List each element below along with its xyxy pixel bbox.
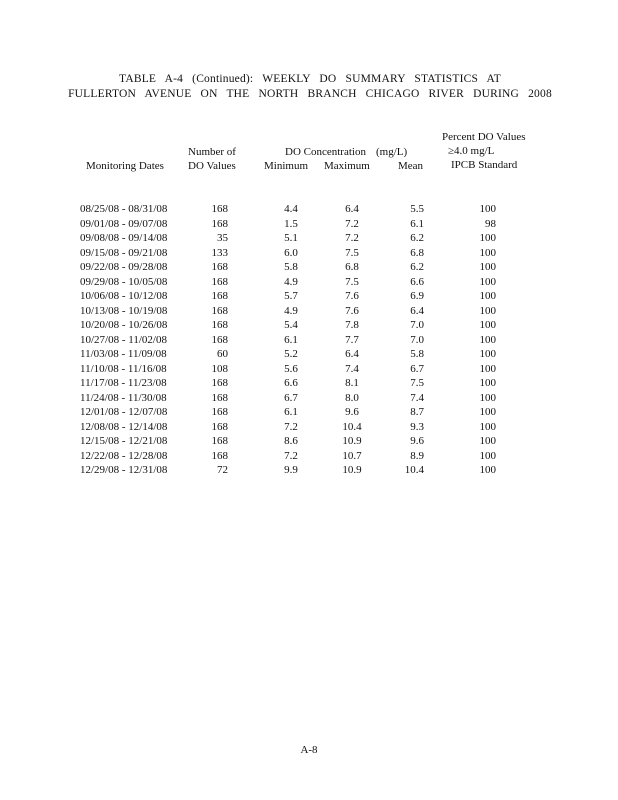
table-title-line-2: FULLERTON AVENUE ON THE NORTH BRANCH CHICAGO RIVER DURING 2008 xyxy=(68,88,552,100)
do-minimum-cell: 9.9 xyxy=(284,464,298,476)
do-maximum-cell: 7.6 xyxy=(345,290,359,302)
header-ge-4-mgl: ≥4.0 mg/L xyxy=(448,145,495,157)
table-row xyxy=(0,392,618,407)
do-mean-cell: 6.6 xyxy=(410,275,424,288)
do-minimum-cell: 7.2 xyxy=(284,449,298,462)
do-maximum-cell: 7.5 xyxy=(345,275,359,288)
do-mean-cell: 8.7 xyxy=(410,406,424,418)
number-of-do-values-cell: 133 xyxy=(211,246,228,259)
header-mean: Mean xyxy=(398,160,424,172)
do-minimum-cell: 5.7 xyxy=(284,290,298,302)
table-row xyxy=(0,261,618,276)
monitoring-dates-cell: 12/08/08 - 12/14/08 xyxy=(80,420,168,433)
do-maximum-cell: 7.2 xyxy=(345,217,359,230)
do-maximum-cell: 8.1 xyxy=(345,377,359,389)
do-maximum-cell: 8.0 xyxy=(345,391,359,404)
table-row xyxy=(0,218,618,233)
do-minimum-cell: 6.7 xyxy=(284,391,298,404)
do-minimum-cell: 8.6 xyxy=(284,435,298,447)
number-of-do-values-cell: 168 xyxy=(211,217,228,230)
do-mean-cell: 6.1 xyxy=(410,217,424,230)
percent-do-values-cell: 100 xyxy=(479,333,496,346)
percent-do-values-cell: 100 xyxy=(479,232,496,244)
number-of-do-values-cell: 168 xyxy=(211,261,228,273)
do-maximum-cell: 7.4 xyxy=(345,362,359,375)
table-row xyxy=(0,334,618,349)
percent-do-values-cell: 100 xyxy=(479,290,496,302)
do-mean-cell: 6.9 xyxy=(410,290,424,302)
percent-do-values-cell: 100 xyxy=(479,391,496,404)
do-minimum-cell: 7.2 xyxy=(284,420,298,433)
table-row xyxy=(0,305,618,320)
percent-do-values-cell: 100 xyxy=(479,261,496,273)
header-maximum: Maximum xyxy=(324,160,370,172)
header-mgl: (mg/L) xyxy=(376,146,408,158)
percent-do-values-cell: 100 xyxy=(479,348,496,360)
do-minimum-cell: 5.6 xyxy=(284,362,298,375)
monitoring-dates-cell: 09/15/08 - 09/21/08 xyxy=(80,246,168,259)
do-mean-cell: 7.0 xyxy=(410,319,424,331)
header-percent-do-values: Percent DO Values xyxy=(442,131,526,143)
number-of-do-values-cell: 168 xyxy=(211,391,228,404)
do-maximum-cell: 9.6 xyxy=(345,406,359,418)
number-of-do-values-cell: 168 xyxy=(211,333,228,346)
number-of-do-values-cell: 168 xyxy=(211,304,228,317)
do-mean-cell: 10.4 xyxy=(404,464,424,476)
monitoring-dates-cell: 12/29/08 - 12/31/08 xyxy=(80,464,168,476)
number-of-do-values-cell: 108 xyxy=(211,362,228,375)
data-table-body xyxy=(0,203,618,479)
header-do-concentration: DO Concentration xyxy=(285,146,366,158)
monitoring-dates-cell: 09/01/08 - 09/07/08 xyxy=(80,217,168,230)
number-of-do-values-cell: 168 xyxy=(211,319,228,331)
do-maximum-cell: 6.8 xyxy=(345,261,359,273)
percent-do-values-cell: 100 xyxy=(479,275,496,288)
table-row xyxy=(0,450,618,465)
monitoring-dates-cell: 12/15/08 - 12/21/08 xyxy=(80,435,168,447)
do-maximum-cell: 10.9 xyxy=(342,464,362,476)
percent-do-values-cell: 100 xyxy=(479,362,496,375)
table-row xyxy=(0,464,618,479)
number-of-do-values-cell: 168 xyxy=(211,406,228,418)
number-of-do-values-cell: 168 xyxy=(211,203,228,215)
do-minimum-cell: 5.2 xyxy=(284,348,298,360)
monitoring-dates-cell: 10/06/08 - 10/12/08 xyxy=(80,290,168,302)
do-mean-cell: 6.2 xyxy=(410,232,424,244)
header-do-values: DO Values xyxy=(188,160,236,172)
monitoring-dates-cell: 08/25/08 - 08/31/08 xyxy=(80,203,168,215)
number-of-do-values-cell: 35 xyxy=(217,232,228,244)
header-minimum: Minimum xyxy=(264,160,309,172)
table-row xyxy=(0,377,618,392)
percent-do-values-cell: 100 xyxy=(479,319,496,331)
table-row xyxy=(0,406,618,421)
percent-do-values-cell: 100 xyxy=(479,464,496,476)
table-row xyxy=(0,319,618,334)
header-ipcb-standard: IPCB Standard xyxy=(451,159,518,171)
monitoring-dates-cell: 10/27/08 - 11/02/08 xyxy=(80,333,167,346)
number-of-do-values-cell: 168 xyxy=(211,420,228,433)
table-row xyxy=(0,363,618,378)
monitoring-dates-cell: 12/22/08 - 12/28/08 xyxy=(80,449,168,462)
do-maximum-cell: 7.6 xyxy=(345,304,359,317)
do-minimum-cell: 5.8 xyxy=(284,261,298,273)
monitoring-dates-cell: 09/22/08 - 09/28/08 xyxy=(80,261,168,273)
monitoring-dates-cell: 10/13/08 - 10/19/08 xyxy=(80,304,168,317)
table-row xyxy=(0,290,618,305)
percent-do-values-cell: 100 xyxy=(479,304,496,317)
do-maximum-cell: 6.4 xyxy=(345,203,359,215)
do-mean-cell: 5.8 xyxy=(410,348,424,360)
do-mean-cell: 7.0 xyxy=(410,333,424,346)
table-row xyxy=(0,247,618,262)
do-minimum-cell: 1.5 xyxy=(284,217,298,230)
do-minimum-cell: 4.9 xyxy=(284,275,298,288)
table-row xyxy=(0,203,618,218)
do-minimum-cell: 6.6 xyxy=(284,377,298,389)
do-minimum-cell: 4.4 xyxy=(284,203,298,215)
percent-do-values-cell: 100 xyxy=(479,420,496,433)
table-title-line-1: TABLE A-4 (Continued): WEEKLY DO SUMMARY STATISTICS AT xyxy=(119,73,501,85)
do-mean-cell: 7.5 xyxy=(410,377,424,389)
number-of-do-values-cell: 168 xyxy=(211,377,228,389)
do-minimum-cell: 6.1 xyxy=(284,406,298,418)
monitoring-dates-cell: 11/10/08 - 11/16/08 xyxy=(80,362,167,375)
header-number-of: Number of xyxy=(188,146,236,158)
table-row xyxy=(0,421,618,436)
do-mean-cell: 9.6 xyxy=(410,435,424,447)
do-mean-cell: 6.2 xyxy=(410,261,424,273)
do-minimum-cell: 4.9 xyxy=(284,304,298,317)
do-maximum-cell: 7.8 xyxy=(345,319,359,331)
number-of-do-values-cell: 168 xyxy=(211,275,228,288)
do-maximum-cell: 7.2 xyxy=(345,232,359,244)
table-row xyxy=(0,232,618,247)
number-of-do-values-cell: 72 xyxy=(217,464,228,476)
do-minimum-cell: 5.1 xyxy=(284,232,298,244)
monitoring-dates-cell: 12/01/08 - 12/07/08 xyxy=(80,406,168,418)
number-of-do-values-cell: 60 xyxy=(217,348,228,360)
percent-do-values-cell: 100 xyxy=(479,449,496,462)
monitoring-dates-cell: 09/29/08 - 10/05/08 xyxy=(80,275,168,288)
do-minimum-cell: 6.0 xyxy=(284,246,298,259)
do-minimum-cell: 6.1 xyxy=(284,333,298,346)
do-mean-cell: 6.4 xyxy=(410,304,424,317)
table-title xyxy=(60,72,560,102)
percent-do-values-cell: 100 xyxy=(479,406,496,418)
monitoring-dates-cell: 11/03/08 - 11/09/08 xyxy=(80,348,167,360)
percent-do-values-cell: 100 xyxy=(479,377,496,389)
percent-do-values-cell: 98 xyxy=(485,217,496,230)
monitoring-dates-cell: 10/20/08 - 10/26/08 xyxy=(80,319,168,331)
do-mean-cell: 8.9 xyxy=(410,449,424,462)
do-mean-cell: 9.3 xyxy=(410,420,424,433)
number-of-do-values-cell: 168 xyxy=(211,449,228,462)
header-monitoring-dates: Monitoring Dates xyxy=(86,160,164,172)
do-mean-cell: 5.5 xyxy=(410,203,424,215)
do-maximum-cell: 7.7 xyxy=(345,333,359,346)
table-row xyxy=(0,435,618,450)
do-mean-cell: 7.4 xyxy=(410,391,424,404)
do-maximum-cell: 6.4 xyxy=(345,348,359,360)
monitoring-dates-cell: 11/24/08 - 11/30/08 xyxy=(80,391,167,404)
do-minimum-cell: 5.4 xyxy=(284,319,298,331)
do-maximum-cell: 7.5 xyxy=(345,246,359,259)
do-maximum-cell: 10.7 xyxy=(342,449,362,462)
monitoring-dates-cell: 09/08/08 - 09/14/08 xyxy=(80,232,168,244)
number-of-do-values-cell: 168 xyxy=(211,290,228,302)
percent-do-values-cell: 100 xyxy=(479,203,496,215)
do-maximum-cell: 10.4 xyxy=(342,420,362,433)
do-mean-cell: 6.7 xyxy=(410,362,424,375)
do-maximum-cell: 10.9 xyxy=(342,435,362,447)
table-row xyxy=(0,348,618,363)
do-mean-cell: 6.8 xyxy=(410,246,424,259)
percent-do-values-cell: 100 xyxy=(479,435,496,447)
number-of-do-values-cell: 168 xyxy=(211,435,228,447)
monitoring-dates-cell: 11/17/08 - 11/23/08 xyxy=(80,377,167,389)
page-number: A-8 xyxy=(300,744,318,756)
percent-do-values-cell: 100 xyxy=(479,246,496,259)
table-row xyxy=(0,276,618,291)
